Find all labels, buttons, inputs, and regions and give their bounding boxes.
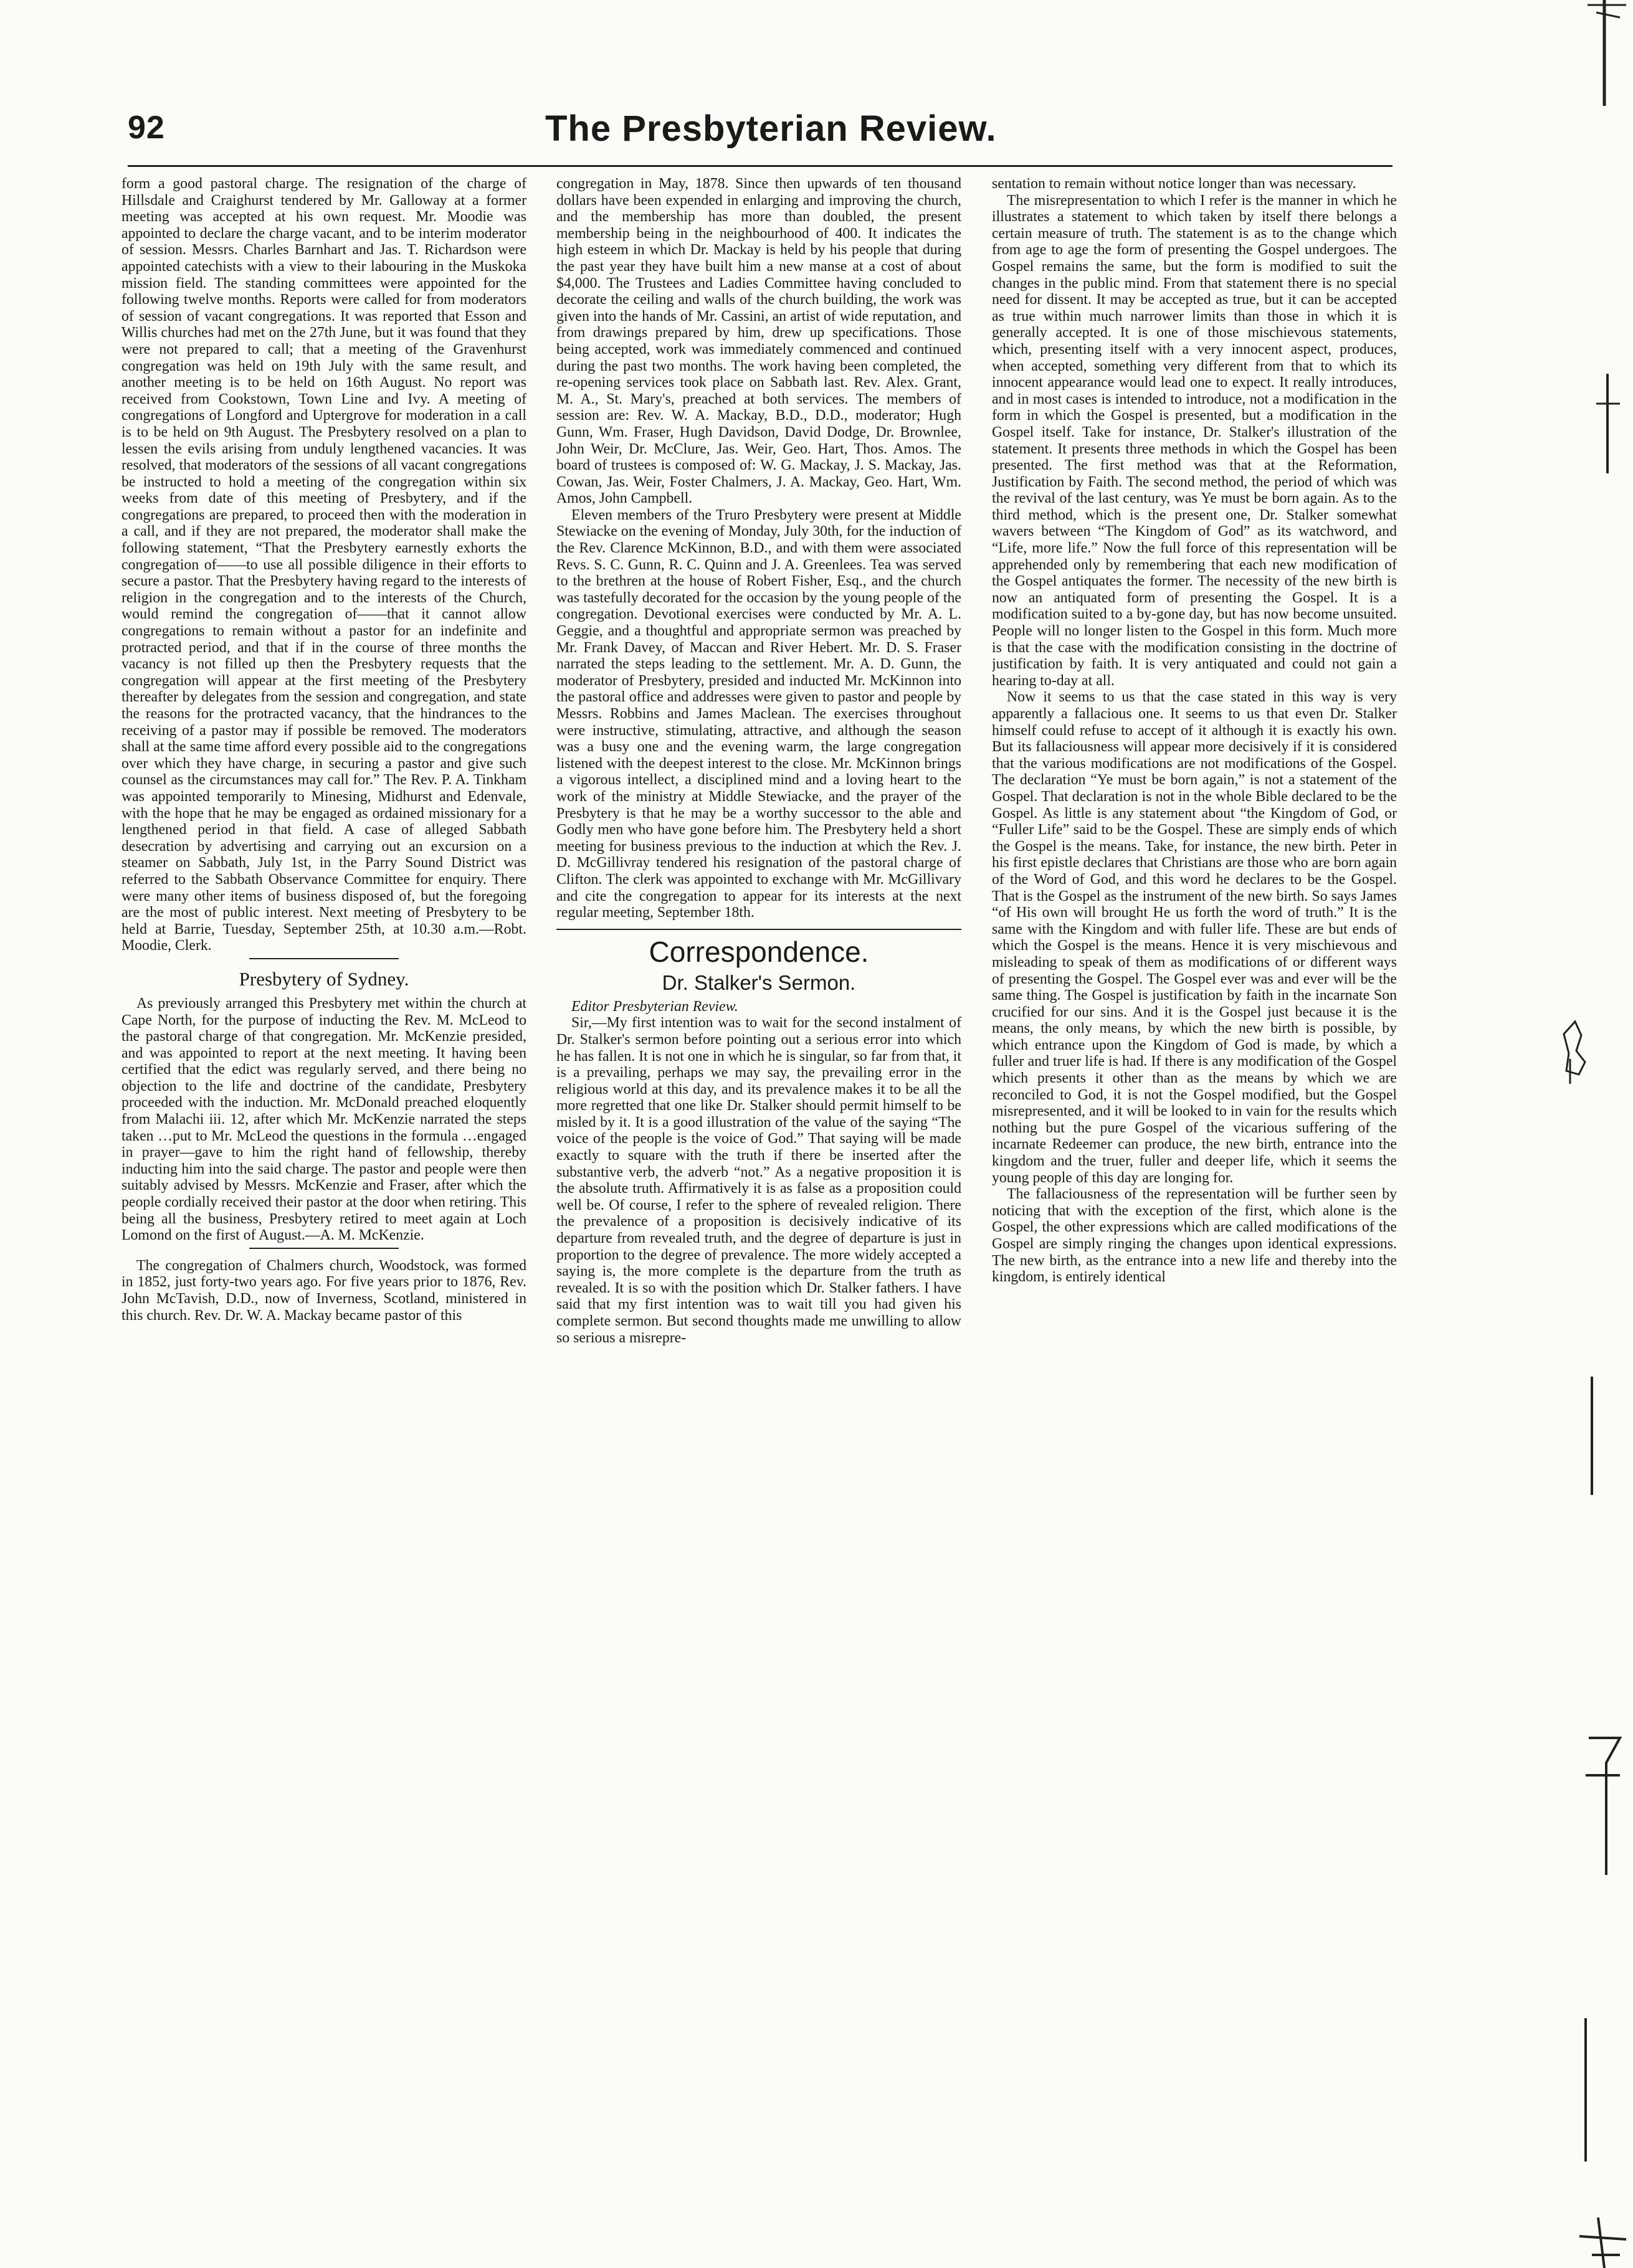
scan-margin-marks (1526, 0, 1633, 2268)
presbytery-report-paragraph: form a good pastoral charge. The resignation of the charge of Hillsdale and Craighurst tendered by Mr. Galloway at a former meeting was accepted at his own request. Mr. Moodie was appointed to declare the charge vacant, and to be interim moderator of session. Messrs. Charles Barnhart and Jas. T. Richardson were appointed catechists with a view to their labouring in the Muskoka mission field. The standing committees were appointed for the following twelve months. Reports were called for from moderators of session of vacant congregations. It was reported that Esson and Willis churches had met on the 27th June, but it was found that they were not prepared to call; that a meeting of the Gravenhurst congregation was held on 19th July with the same result, and another meeting is to be held on 16th August. No report was received from Cookstown, Town Line and Ivy. A meeting of congregations of Longford and Uptergrove for moderation in a call is to be held on 9th August. The Presbytery resolved on a plan to lessen the evils arising from unduly lengthened vacancies. It was resolved, that moderators of the sessions of all vacant congregations be instructed to hold a meeting of the congregation within six weeks from date of this meeting of Presbytery, and if the congregations are prepared, to proceed then with the moderation in a call, and if they are not prepared, the moderator shall make the following statement, “That the Presbytery earnestly exhorts the congregation of——to use all possible diligence in their efforts to secure a pastor. That the Presbytery having regard to the interests of religion in the congregation and to the interests of the Church, would remind the congregation of——that it cannot allow congregations to remain without a pastor for an indefinite and protracted period, and that if in the course of three months the vacancy is not filled up then the Presbytery requests that the congregation will appear at the first meeting of the Presbytery thereafter by delegates from the session and congregation, and state the reasons for the protracted vacancy, that the hindrances to the receiving of a pastor may if possible be removed. The moderators shall at the same time afford every possible aid to the congregations over which they have charge, in securing a pastor and give such counsel as the circumstances may call for.” The Rev. P. A. Tinkham was appointed temporarily to Minesing, Midhurst and Edenvale, with the hope that he may be engaged as ordained missionary for a lengthened period in that field. A case of alleged Sabbath desecration by advertising and carrying out an excursion on a steamer on Sabbath, July 1st, in the Parry Sound District was referred to the Sabbath Observance Committee for enquiry. There were many other items of business disposed of, but the foregoing are the most of public interest. Next meeting of Presbytery to be held at Barrie, Tuesday, September 25th, at 10.30 a.m.—Robt. Moodie, Clerk. (121, 176, 526, 954)
column-2 (556, 176, 961, 2244)
header-rule (128, 165, 1393, 167)
fallacy-paragraph: Now it seems to us that the case stated in this way is very apparently a fallacious one. It seems to us that even Dr. Stalker himself could refuse to accept of it although it is exactly his own. But its fallaciousness will appear more decisively if it is considered that the various modifications are not modifications of the Gospel. The declaration “Ye must be born again,” is not a statement of the Gospel. That declaration is not in the whole Bible declared to be the Gospel. As little is any statement about “the Kingdom of God, or “Fuller Life” said to be the Gospel. These are simply ends of which the Gospel is the means. Take, for instance, the new birth. Peter in his first epistle declares that Christians are those who are born again of the Word of God, and this word he declares to be the Gospel. That is the Gospel as the instrument of the new birth. So says James “of His own will brought He us forth the word of truth.” It is the same with the Kingdom and with fuller life. These are but ends of which the Gospel is the means. Hence it is very mischievous and misleading to speak of them as modifications of or different ways of presenting the Gospel. The Gospel ever was and ever will be the same thing. The Gospel is justification by faith in the incarnate Son crucified for our sins. And it is the Gospel just because it is the means, the only means, by which the new birth is possible, by which entrance upon the Kingdom of God is made, by which a fuller and truer life is had. If there is any modification of the Gospel which presents it other than as the means by which we are reconciled to God, it is not the Gospel modified, but the Gospel misrepresented, and it will be looked to in vain for the results which nothing but the pure Gospel of the vicarious suffering of the incarnate Redeemer can produce, the new birth, entrance into the kingdom and the truer, fuller and deeper life, which it seems the young people of this day are longing for. (992, 689, 1397, 1186)
fallaciousness-paragraph: The fallaciousness of the representation will be further seen by noticing that with the exception of the first, which alone is the Gospel, the other expressions which are called modifications of the Gospel are simply ringing the changes upon identical expressions. The new birth, as the entrance into a new life and thereby into the kingdom, is entirely identical (992, 1186, 1397, 1286)
column-3 (992, 176, 1397, 2244)
column-1 (121, 176, 526, 2244)
section-divider (249, 1248, 399, 1249)
section-divider (249, 958, 399, 959)
sermon-heading: Dr. Stalker's Sermon. (662, 970, 856, 994)
editor-salutation: Editor Presbyterian Review. (571, 998, 738, 1015)
letter-paragraph: Sir,—My first intention was to wait for the second instalment of Dr. Stalker's sermon before pointing out a serious error into which he has fallen. It is not one in which he is singular, so far from that, it is a prevailing, perhaps we may say, the prevailing error in the religious world at this day, and its prevalence makes it to be all the more regretted that one like Dr. Stalker should permit himself to be misled by it. It is a good illustration of the value of the saying “The voice of the people is the voice of God.” That saying will be made exactly to square with the truth if there be inserted after the substantive verb, the adverb “not.” As a negative proposition it is the absolute truth. Affirmatively it is as false as a proposition could well be. Of course, I refer to the sphere of revealed religion. There the prevalence of a proposition is decisively indicative of its departure from revealed truth, and the degree of departure is just in proportion to the degree of prevalence. The more widely accepted a saying is, the more complete is the departure from the truth as revealed. It is so with the position which Dr. Stalker fathers. I have said that my first intention was to wait till you had given his complete sermon. But second thoughts made me unwilling to allow so serious a misrepre- (556, 1015, 961, 1346)
misrepresentation-paragraph: The misrepresentation to which I refer is the manner in which he illustrates a statement to which taken by itself there belongs a certain measure of truth. The statement is as to the change which from age to age the form of presenting the Gospel undergoes. The Gospel remains the same, but the form is modified to suit the changes in the public mind. From that statement there is no special need for dissent. It may be accepted as true, but it can be accepted as true within much narrower limits than those in which it is generally accepted. It is one of those mischievous statements, which, presenting itself with a very innocent aspect, produces, when accepted, something very different from that to which its innocent appearance would lead one to expect. It really introduces, and in most cases is intended to introduce, not a modification in the form in which the Gospel is presented, but a modification in the Gospel itself. Take for instance, Dr. Stalker's illustration of the statement. It presents three methods in which the Gospel has been presented. The first method was that at the Reformation, Justification by Faith. The second method, the period of which was the revival of the last century, was Ye must be born again. As to the third method, which is the present one, Dr. Stalker somewhat wavers between “The Kingdom of God” as its watchword, and “Life, more life.” Now the full force of this representation will be apprehended only by remembering that each new modification of the Gospel antiquates the former. The necessity of the new birth is now an antiquated form of presenting the Gospel. It is a modification suited to a by-gone day, but has now become unsuited. People will no longer listen to the Gospel in this form. Much more is that the case with the modification consisting in the doctrine of justification by faith. It is very antiquated and could not gain a hearing to-day at all. (992, 192, 1397, 689)
truro-presbytery-paragraph: Eleven members of the Truro Presbytery were present at Middle Stewiacke on the evening of Monday, July 30th, for the induction of the Rev. Clarence McKinnon, B.D., and with them were associated Revs. S. C. Gunn, R. C. Quinn and J. A. Greenlees. Tea was served to the brethren at the house of Robert Fisher, Esq., and the church was tastefully decorated for the occasion by the young people of the congregation. Devotional exercises were conducted by Mr. A. L. Geggie, and a thoughtful and appropriate sermon was preached by Mr. Frank Davey, of Maccan and River Hebert. Mr. D. S. Fraser narrated the steps leading to the settlement. Mr. A. D. Gunn, the moderator of Presbytery, presided and inducted Mr. McKinnon into the pastoral office and addresses were given to pastor and people by Messrs. Robbins and James Maclean. The exercises throughout were instructive, stimulating, attractive, and although the season was a busy one and the evening warm, the large congregation listened with the deepest interest to the close. Mr. McKinnon brings a vigorous intellect, a disciplined mind and a loving heart to the work of the ministry at Middle Stewiacke, and the prayer of the Presbytery is that he may be a worthy successor to the able and Godly men who have gone before him. The Presbytery held a short meeting for business previous to the induction at which the Rev. J. D. McGillivray tendered his resignation of the pastoral charge of Clifton. The clerk was appointed to exchange with Mr. McGillivary and cite the congregation to appear for its interests at the next regular meeting, September 18th. (556, 506, 961, 921)
journal-title: The Presbyterian Review. (545, 108, 997, 149)
presbytery-of-sydney-heading: Presbytery of Sydney. (239, 967, 409, 990)
correspondence-heading: Correspondence. (556, 929, 961, 969)
page-number: 92 (128, 110, 165, 146)
woodstock-paragraph: congregation in May, 1878. Since then upwards of ten thousand dollars have been expended in enlarging and improving the church, and the membership has more than doubled, the present membership being in the neighbourhood of 400. It indicates the high esteem in which Dr. Mackay is held by his people that during the past year they have built him a new manse at a cost of about $4,000. The Trustees and Ladies Committee having concluded to decorate the ceiling and walls of the church building, the work was given into the hands of Mr. Cassini, an artist of wide reputation, and from drawings prepared by him, drew up specifications. Those being accepted, work was immediately commenced and continued during the past two months. The work having been completed, the re-opening services took place on Sabbath last. Rev. Alex. Grant, M. A., St. Mary's, preached at both services. The members of session are: Rev. W. A. Mackay, B.D., D.D., moderator; Hugh Gunn, Wm. Fraser, Hugh Davidson, David Dodge, Dr. Brownlee, John Weir, Dr. McClure, Jas. Weir, Geo. Hart, Thos. Amos. The board of trustees is composed of: W. G. Mackay, J. S. Mackay, Jas. Cowan, Jas. Weir, Foster Chalmers, J. A. Mackay, Geo. Hart, Wm. Amos, John Campbell. (556, 176, 961, 507)
chalmers-church-paragraph: The congregation of Chalmers church, Woodstock, was formed in 1852, just forty-two years ago. For five years prior to 1876, Rev. John McTavish, D.D., now of Inverness, Scotland, ministered in this church. Rev. Dr. W. A. Mackay became pastor of this (121, 1257, 526, 1324)
binding-marks-icon (1526, 0, 1633, 2268)
masthead (128, 109, 1393, 159)
sydney-paragraph: As previously arranged this Presbytery met within the church at Cape North, for the purpose of inducting the Rev. M. McLeod to the pastoral charge of that congregation. Mr. McKenzie presided, and was appointed to report at the next meeting. It having been certified that the edict was regularly served, and there being no objection to the life and doctrine of the candidate, Presbytery proceeded with the induction. Mr. McDonald preached eloquently from Malachi iii. 12, after which Mr. McKenzie narrated the steps taken …put to Mr. McLeod the questions in the formula …engaged in prayer—gave to him the right hand of fellowship, thereby inducting him into the said charge. The pastor and people were then suitably advised by Messrs. McKenzie and Fraser, after which the people cordially received their pastor at the door when retiring. This being all the business, Presbytery retired to meet again at Loch Lomond on the first of August.—A. M. McKenzie. (121, 995, 526, 1244)
letter-continuation: sentation to remain without notice longer than was necessary. (992, 176, 1356, 192)
